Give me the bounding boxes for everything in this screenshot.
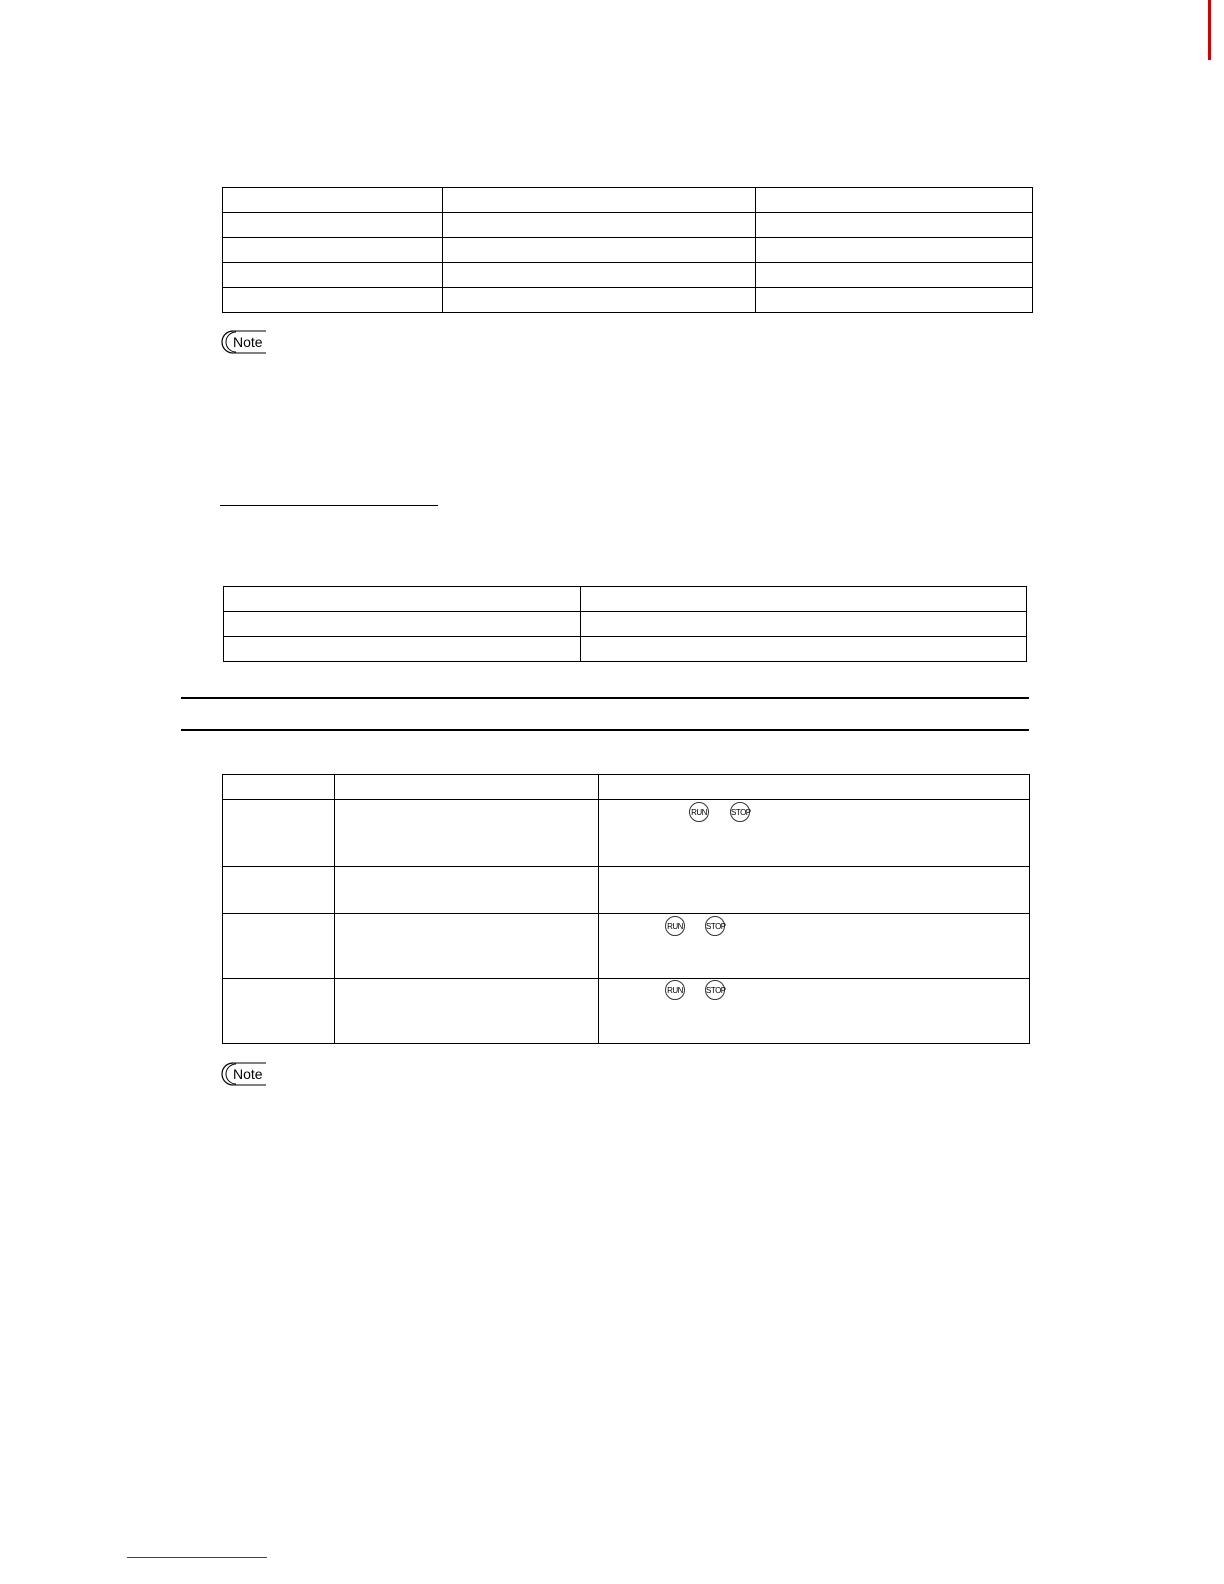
table-row bbox=[223, 263, 1033, 288]
section-heading-rule-top bbox=[181, 697, 1029, 699]
note-icon bbox=[220, 329, 268, 355]
table-row bbox=[223, 867, 1030, 914]
parameter-table-1 bbox=[222, 187, 1033, 313]
table-row bbox=[223, 979, 1030, 1044]
note-label: Note bbox=[233, 334, 263, 350]
table-row bbox=[223, 213, 1033, 238]
note-icon bbox=[220, 1061, 268, 1087]
run-key-icon: RUN bbox=[665, 980, 685, 1000]
stop-key-icon: STOP bbox=[730, 802, 750, 822]
operation-table bbox=[222, 774, 1030, 1044]
section-heading-rule-bottom bbox=[181, 729, 1029, 731]
footer-link-underline[interactable] bbox=[127, 1557, 267, 1558]
table-row bbox=[224, 612, 1027, 637]
stop-key-icon: STOP bbox=[705, 980, 725, 1000]
stop-key-icon: STOP bbox=[705, 916, 725, 936]
run-key-icon: RUN bbox=[689, 802, 709, 822]
table-row bbox=[224, 637, 1027, 662]
run-key-icon: RUN bbox=[665, 916, 685, 936]
parameter-table-2 bbox=[223, 586, 1027, 662]
table-row bbox=[223, 188, 1033, 213]
table-row bbox=[223, 914, 1030, 979]
table-row bbox=[223, 238, 1033, 263]
table-row bbox=[223, 775, 1030, 800]
table-row bbox=[223, 800, 1030, 867]
page-edge-marker bbox=[1208, 0, 1211, 60]
table-row bbox=[223, 288, 1033, 313]
note-label: Note bbox=[233, 1066, 263, 1082]
section-underline bbox=[220, 505, 438, 506]
table-row bbox=[224, 587, 1027, 612]
